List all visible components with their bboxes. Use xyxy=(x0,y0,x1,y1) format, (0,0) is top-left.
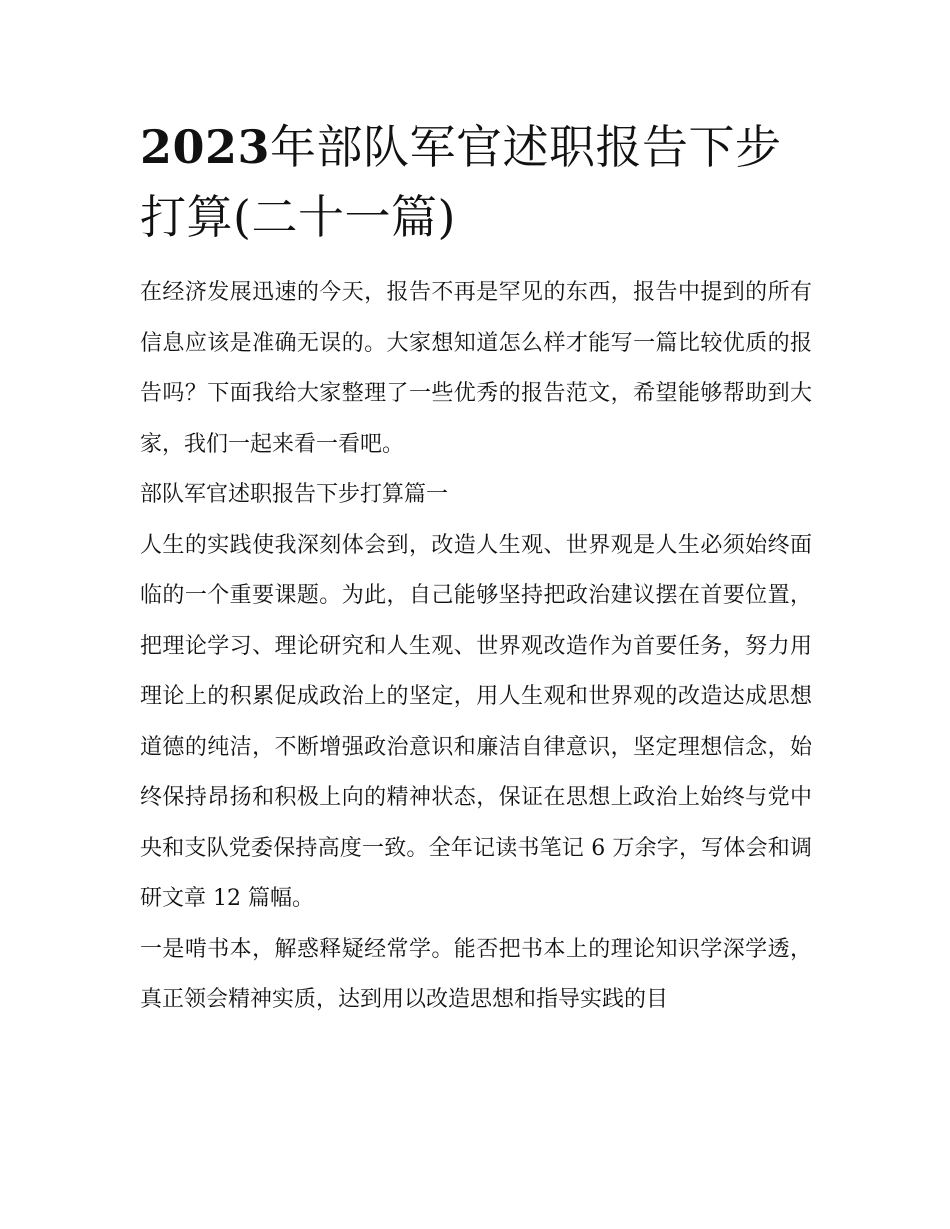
title-text: 年部队军官述职报告下步打算(二十一篇) xyxy=(140,120,782,244)
body-paragraph-2: 一是啃书本，解惑释疑经常学。能否把书本上的理论知识学深学透，真正领会精神实质，达到用以改造思想和指导实践的目 xyxy=(140,936,812,1012)
intro-paragraph: 在经济发展迅速的今天，报告不再是罕见的东西，报告中提到的所有信息应该是准确无误的。大家想知道怎么样才能写一篇比较优质的报告吗？下面我给大家整理了一些优秀的报告范文，希望能够帮助到大家，我们一起来看一看吧。 xyxy=(140,280,812,457)
body-paragraph-1: 人生的实践使我深刻体会到，改造人生观、世界观是人生必须始终面临的一个重要课题。为此，自己能够坚持把政治建议摆在首要位置，把理论学习、理论研究和人生观、世界观改造作为首要任务，努力用理论上的积累促成政治上的坚定，用人生观和世界观的改造达成思想道德的纯洁，不断增强政治意识和廉洁自律意识，坚定理想信念，始终保持昂扬和积极上向的精神状态，保证在思想上政治上始终与党中央和支队党委保持高度一致。全年记读书笔记 6 万余字，写体会和调研文章 12 篇幅。 xyxy=(140,532,812,911)
document-title xyxy=(140,112,812,252)
document-page xyxy=(140,112,812,1026)
section-heading: 部队军官述职报告下步打算篇一 xyxy=(140,482,449,507)
title-year: 2023 xyxy=(140,120,271,174)
